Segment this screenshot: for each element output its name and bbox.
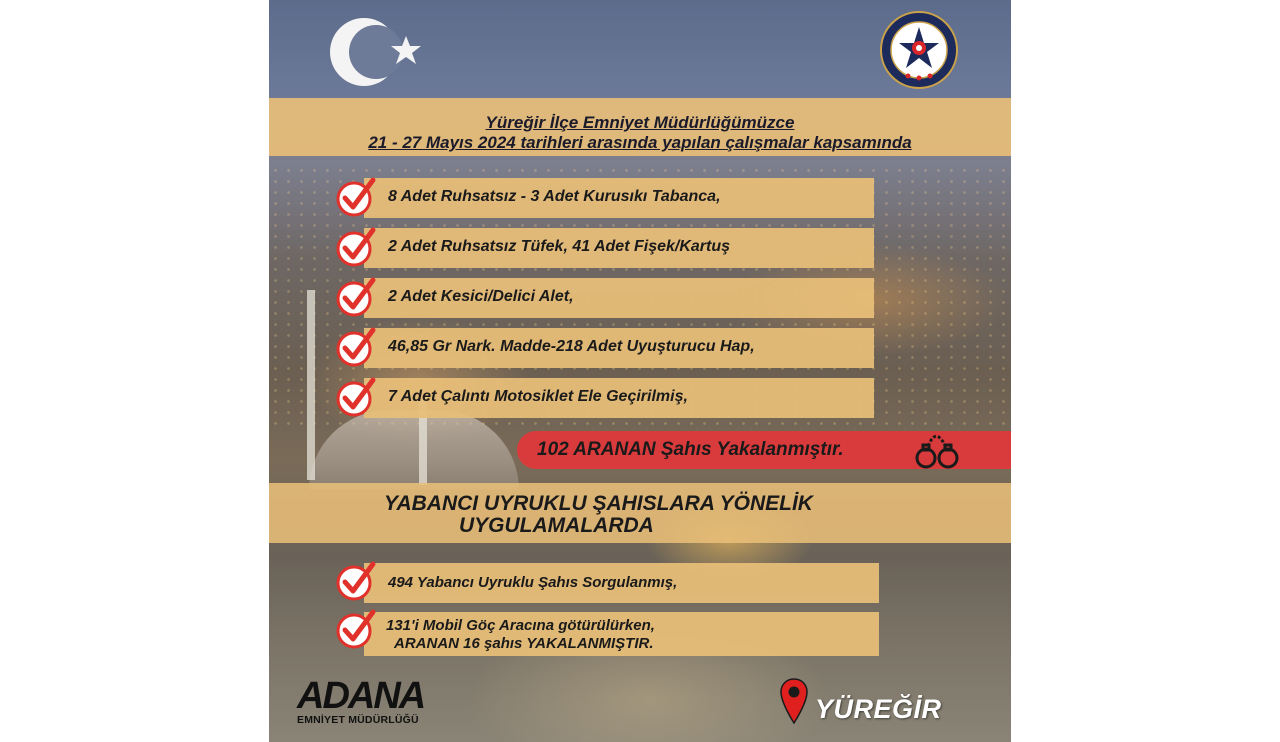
- list-item: [364, 278, 874, 318]
- header-banner: [269, 98, 1011, 156]
- crescent-star-icon: [324, 8, 434, 90]
- item-text: 46,85 Gr Nark. Madde-218 Adet Uyuşturucu Hap,: [388, 338, 755, 355]
- list-item: [364, 178, 874, 218]
- item-text: 8 Adet Ruhsatsız - 3 Adet Kurusıkı Tabanca,: [388, 188, 721, 205]
- check-icon: [335, 226, 377, 268]
- foreign-section-title: [384, 493, 944, 537]
- item-text: 494 Yabancı Uyruklu Şahıs Sorgulanmış,: [388, 574, 678, 591]
- adana-police-logo: [297, 675, 425, 726]
- foreign-title-line: UYGULAMALARDA: [459, 514, 654, 537]
- header-subtitle: 21 - 27 Mayıs 2024 tarihleri arasında yapılan çalışmalar kapsamında: [368, 133, 912, 152]
- handcuffs-icon: [914, 428, 960, 472]
- poster: [269, 0, 1011, 742]
- check-icon: [335, 326, 377, 368]
- foreign-title-line: YABANCI UYRUKLU ŞAHISLARA YÖNELİK: [384, 492, 813, 515]
- item-text: 2 Adet Ruhsatsız Tüfek, 41 Adet Fişek/Kartuş: [388, 238, 731, 255]
- logo-word: ADANA: [297, 675, 425, 717]
- location-pin-icon: [779, 677, 809, 725]
- check-icon: [335, 608, 377, 650]
- list-item: [364, 378, 874, 418]
- check-icon: [335, 376, 377, 418]
- list-item: [364, 612, 879, 656]
- logo-subtitle: EMNİYET MÜDÜRLÜĞÜ: [297, 714, 419, 726]
- item-text: 2 Adet Kesici/Delici Alet,: [388, 288, 574, 305]
- check-icon: [335, 176, 377, 218]
- foreign-section-banner: [269, 483, 1011, 543]
- minaret: [307, 290, 315, 480]
- wanted-text: 102 ARANAN Şahıs Yakalanmıştır.: [537, 439, 844, 460]
- check-icon: [335, 560, 377, 602]
- header-title: Yüreğir İlçe Emniyet Müdürlüğümüzce: [485, 113, 795, 132]
- item-text: 131'i Mobil Göç Aracına götürülürken,: [386, 617, 655, 634]
- list-item: [364, 328, 874, 368]
- police-badge-icon: [879, 10, 959, 90]
- list-item: [364, 563, 879, 603]
- item-text: ARANAN 16 şahıs YAKALANMIŞTIR.: [394, 635, 654, 652]
- item-text: 7 Adet Çalıntı Motosiklet Ele Geçirilmiş,: [388, 388, 688, 405]
- list-item: [364, 228, 874, 268]
- location-label: YÜREĞİR: [815, 694, 942, 724]
- check-icon: [335, 276, 377, 318]
